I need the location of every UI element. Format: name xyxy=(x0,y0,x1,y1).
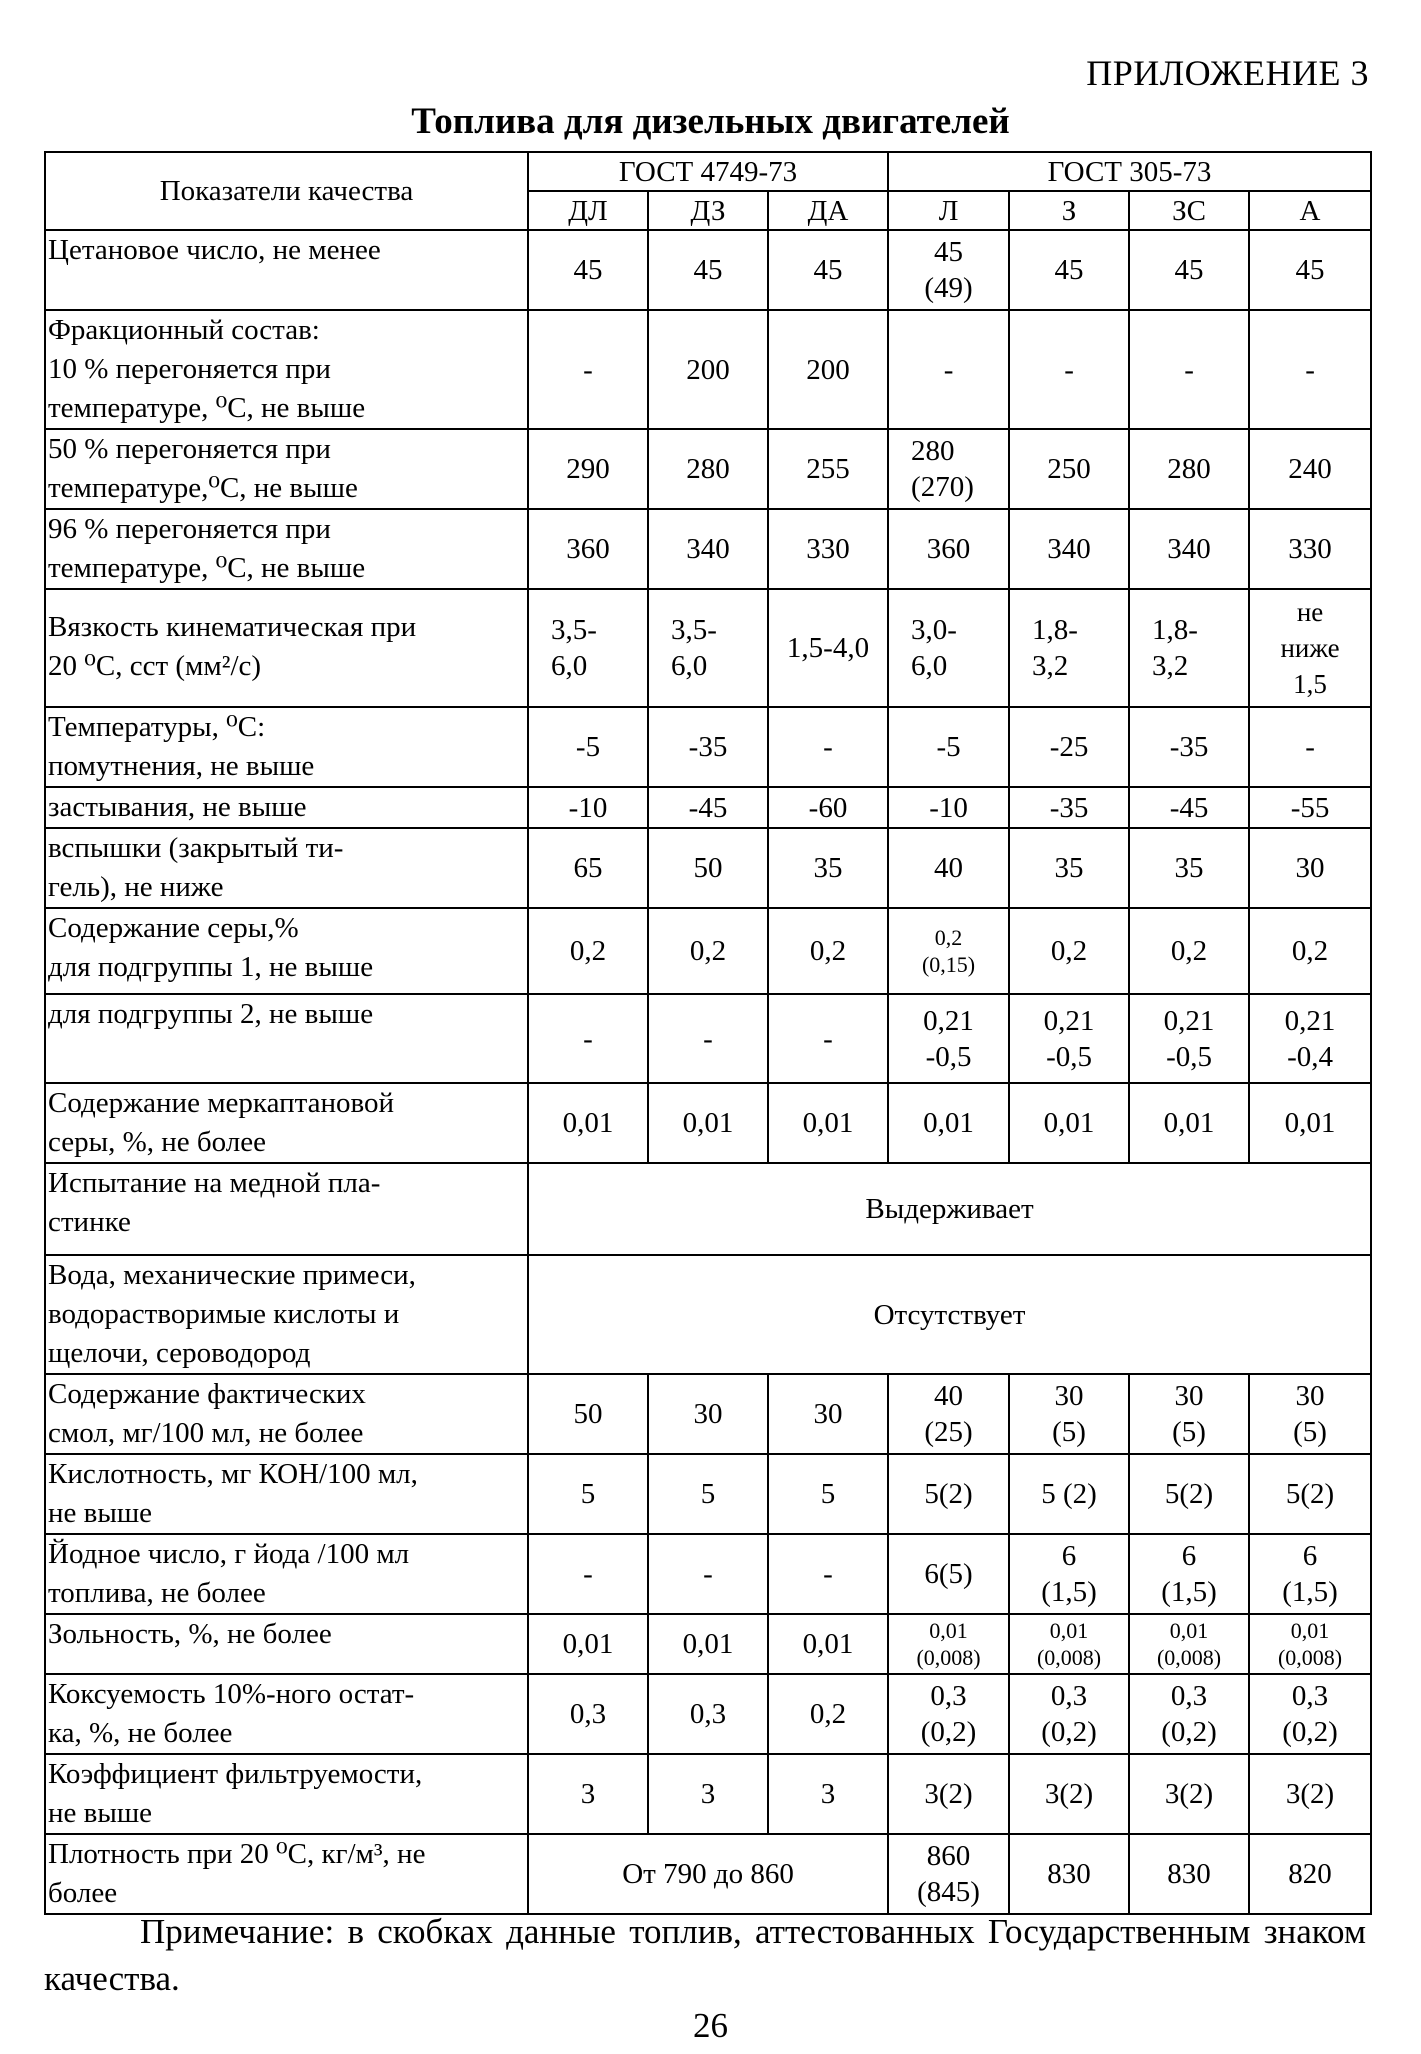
cell: 45 xyxy=(648,230,768,310)
row-label: Температуры, ⁰С: помутнения, не выше xyxy=(45,707,528,787)
row-label: Испытание на медной пла- стинке xyxy=(45,1163,528,1255)
row-cetane xyxy=(45,230,1371,310)
row-fraction-96 xyxy=(45,509,1371,589)
row-label: Вода, механические примеси, водорастворимые кислоты и щелочи, сероводород xyxy=(45,1255,528,1374)
cell: 0,2 xyxy=(648,908,768,994)
cell: не ниже 1,5 xyxy=(1249,589,1371,707)
cell: 5 xyxy=(768,1454,888,1534)
cell: 0,2 xyxy=(1129,908,1249,994)
row-label: Коксуемость 10%-ного остат- ка, %, не более xyxy=(45,1674,528,1754)
row-label: Йодное число, г йода /100 мл топлива, не более xyxy=(45,1534,528,1614)
cell: - xyxy=(888,310,1009,429)
cell: - xyxy=(1009,310,1129,429)
cell: 0,01 xyxy=(768,1083,888,1163)
row-ash-content xyxy=(45,1614,1371,1674)
cell: 3 xyxy=(648,1754,768,1834)
row-copper-test xyxy=(45,1163,1371,1255)
cell: 0,01 (0,008) xyxy=(1129,1614,1249,1674)
row-sulfur-group-2 xyxy=(45,994,1371,1083)
cell: -35 xyxy=(1129,707,1249,787)
merged-cell: Отсутствует xyxy=(528,1255,1371,1374)
cell: 30 xyxy=(768,1374,888,1454)
cell: -10 xyxy=(888,787,1009,828)
cell: 40 (25) xyxy=(888,1374,1009,1454)
row-fraction-50 xyxy=(45,429,1371,509)
cell: 6(5) xyxy=(888,1534,1009,1614)
cell: 40 xyxy=(888,828,1009,908)
cell: 65 xyxy=(528,828,648,908)
cell: 0,21 -0,4 xyxy=(1249,994,1371,1083)
cell: 0,3 (0,2) xyxy=(1129,1674,1249,1754)
cell: 1,5-4,0 xyxy=(768,589,888,707)
row-label: Фракционный состав: 10 % перегоняется при температуре, ⁰С, не выше xyxy=(45,310,528,429)
cell: 290 xyxy=(528,429,648,509)
row-label: 96 % перегоняется при температуре, ⁰С, не выше xyxy=(45,509,528,589)
cell: -35 xyxy=(1009,787,1129,828)
row-filterability xyxy=(45,1754,1371,1834)
merged-cell: От 790 до 860 xyxy=(528,1834,888,1914)
row-label: Зольность, %, не более xyxy=(45,1614,528,1674)
cell: 0,3 (0,2) xyxy=(888,1674,1009,1754)
row-label: Кислотность, мг КОН/100 мл, не выше xyxy=(45,1454,528,1534)
merged-cell: Выдерживает xyxy=(528,1163,1371,1255)
cell: 50 xyxy=(648,828,768,908)
cell: 0,2 xyxy=(768,1674,888,1754)
cell: 3(2) xyxy=(888,1754,1009,1834)
row-mercaptan-sulfur xyxy=(45,1083,1371,1163)
cell: 30 (5) xyxy=(1249,1374,1371,1454)
cell: - xyxy=(768,1534,888,1614)
row-label: Содержание серы,% для подгруппы 1, не выше xyxy=(45,908,528,994)
cell: -60 xyxy=(768,787,888,828)
cell: 820 xyxy=(1249,1834,1371,1914)
cell: 0,2 xyxy=(768,908,888,994)
cell: 35 xyxy=(768,828,888,908)
cell: 0,01 (0,008) xyxy=(1249,1614,1371,1674)
row-fraction-10 xyxy=(45,310,1371,429)
row-cloud-point xyxy=(45,707,1371,787)
cell: 0,01 xyxy=(1129,1083,1249,1163)
cell: 5 xyxy=(648,1454,768,1534)
row-pour-point xyxy=(45,787,1371,828)
cell: 3,5- 6,0 xyxy=(528,589,648,707)
cell: 3(2) xyxy=(1009,1754,1129,1834)
cell: 3(2) xyxy=(1249,1754,1371,1834)
cell: 0,21 -0,5 xyxy=(1129,994,1249,1083)
cell: 0,01 xyxy=(888,1083,1009,1163)
row-density xyxy=(45,1834,1371,1914)
cell: - xyxy=(768,994,888,1083)
cell: 3 xyxy=(528,1754,648,1834)
cell: 3,0- 6,0 xyxy=(888,589,1009,707)
row-actual-resins xyxy=(45,1374,1371,1454)
cell: 45 (49) xyxy=(888,230,1009,310)
cell: 35 xyxy=(1129,828,1249,908)
grade-l: Л xyxy=(888,191,1009,230)
cell: 330 xyxy=(1249,509,1371,589)
cell: - xyxy=(1129,310,1249,429)
cell: 30 xyxy=(648,1374,768,1454)
cell: 3,5- 6,0 xyxy=(648,589,768,707)
cell: -45 xyxy=(648,787,768,828)
cell: 240 xyxy=(1249,429,1371,509)
grade-da: ДА xyxy=(768,191,888,230)
cell: 0,01 xyxy=(528,1614,648,1674)
cell: 255 xyxy=(768,429,888,509)
cell: 5(2) xyxy=(888,1454,1009,1534)
cell: 830 xyxy=(1129,1834,1249,1914)
cell: -5 xyxy=(528,707,648,787)
row-label: Цетановое число, не менее xyxy=(45,230,528,310)
cell: -5 xyxy=(888,707,1009,787)
cell: 6 (1,5) xyxy=(1249,1534,1371,1614)
cell: 0,01 (0,008) xyxy=(1009,1614,1129,1674)
cell: -45 xyxy=(1129,787,1249,828)
cell: 50 xyxy=(528,1374,648,1454)
cell: 250 xyxy=(1009,429,1129,509)
cell: 200 xyxy=(768,310,888,429)
cell: - xyxy=(1249,310,1371,429)
cell: - xyxy=(768,707,888,787)
row-label: застывания, не выше xyxy=(45,787,528,828)
row-flash-point xyxy=(45,828,1371,908)
row-coking xyxy=(45,1674,1371,1754)
cell: 6 (1,5) xyxy=(1129,1534,1249,1614)
cell: -10 xyxy=(528,787,648,828)
cell: 0,21 -0,5 xyxy=(888,994,1009,1083)
footnote: Примечание: в скобках данные топлив, аттестованных Государственным знаком качества. xyxy=(44,1912,1366,1998)
cell: - xyxy=(648,1534,768,1614)
cell: 0,2 xyxy=(1249,908,1371,994)
cell: 0,3 (0,2) xyxy=(1249,1674,1371,1754)
row-viscosity xyxy=(45,589,1371,707)
cell: 340 xyxy=(1129,509,1249,589)
cell: 0,3 xyxy=(528,1674,648,1754)
row-iodine-number xyxy=(45,1534,1371,1614)
cell: 0,2 xyxy=(528,908,648,994)
row-label: Коэффициент фильтруемости, не выше xyxy=(45,1754,528,1834)
grade-a: А xyxy=(1249,191,1371,230)
row-sulfur-group-1 xyxy=(45,908,1371,994)
cell: 3(2) xyxy=(1129,1754,1249,1834)
cell: -35 xyxy=(648,707,768,787)
cell: 360 xyxy=(888,509,1009,589)
cell: 5(2) xyxy=(1249,1454,1371,1534)
grade-zs: ЗС xyxy=(1129,191,1249,230)
cell: 1,8- 3,2 xyxy=(1129,589,1249,707)
grade-z: З xyxy=(1009,191,1129,230)
fuel-spec-table xyxy=(44,151,1372,1915)
cell: 0,2 (0,15) xyxy=(888,908,1009,994)
appendix-label: ПРИЛОЖЕНИЕ 3 xyxy=(1086,53,1369,93)
page-title: Топлива для дизельных двигателей xyxy=(411,101,1010,142)
cell: 860 (845) xyxy=(888,1834,1009,1914)
grade-dl: ДЛ xyxy=(528,191,648,230)
row-label: Содержание меркаптановой серы, %, не более xyxy=(45,1083,528,1163)
cell: - xyxy=(648,994,768,1083)
cell: 45 xyxy=(1009,230,1129,310)
cell: 0,01 (0,008) xyxy=(888,1614,1009,1674)
cell: - xyxy=(528,310,648,429)
cell: 200 xyxy=(648,310,768,429)
cell: 0,01 xyxy=(768,1614,888,1674)
cell: 30 (5) xyxy=(1009,1374,1129,1454)
cell: 35 xyxy=(1009,828,1129,908)
header-param: Показатели качества xyxy=(45,152,528,230)
cell: 30 xyxy=(1249,828,1371,908)
header-gost-305: ГОСТ 305-73 xyxy=(888,152,1371,191)
cell: 0,2 xyxy=(1009,908,1129,994)
cell: 5 (2) xyxy=(1009,1454,1129,1534)
cell: 0,21 -0,5 xyxy=(1009,994,1129,1083)
cell: 280 xyxy=(1129,429,1249,509)
cell: 0,01 xyxy=(648,1614,768,1674)
cell: - xyxy=(1249,707,1371,787)
cell: -55 xyxy=(1249,787,1371,828)
row-label: для подгруппы 2, не выше xyxy=(45,994,528,1083)
cell: 45 xyxy=(528,230,648,310)
cell: 0,3 (0,2) xyxy=(1009,1674,1129,1754)
row-label: вспышки (закрытый ти- гель), не ниже xyxy=(45,828,528,908)
cell: 0,01 xyxy=(1009,1083,1129,1163)
cell: 0,01 xyxy=(1249,1083,1371,1163)
cell: 330 xyxy=(768,509,888,589)
cell: - xyxy=(528,1534,648,1614)
row-acidity xyxy=(45,1454,1371,1534)
header-gost-4749: ГОСТ 4749-73 xyxy=(528,152,888,191)
page-number: 26 xyxy=(693,2006,728,2045)
cell: 0,01 xyxy=(648,1083,768,1163)
cell: 0,01 xyxy=(528,1083,648,1163)
cell: 3 xyxy=(768,1754,888,1834)
row-label: 50 % перегоняется при температуре,⁰С, не выше xyxy=(45,429,528,509)
row-label: Вязкость кинематическая при 20 ⁰С, сст (мм²/с) xyxy=(45,589,528,707)
cell: 340 xyxy=(1009,509,1129,589)
cell: 280 xyxy=(648,429,768,509)
grade-dz: ДЗ xyxy=(648,191,768,230)
cell: 830 xyxy=(1009,1834,1129,1914)
cell: 45 xyxy=(1249,230,1371,310)
row-water-impurities xyxy=(45,1255,1371,1374)
cell: 45 xyxy=(768,230,888,310)
cell: 5(2) xyxy=(1129,1454,1249,1534)
cell: 1,8- 3,2 xyxy=(1009,589,1129,707)
cell: 6 (1,5) xyxy=(1009,1534,1129,1614)
cell: 45 xyxy=(1129,230,1249,310)
cell: 0,3 xyxy=(648,1674,768,1754)
header-row-gost xyxy=(45,152,1371,191)
row-label: Содержание фактических смол, мг/100 мл, не более xyxy=(45,1374,528,1454)
cell: 360 xyxy=(528,509,648,589)
cell: 5 xyxy=(528,1454,648,1534)
cell: 340 xyxy=(648,509,768,589)
cell: 280 (270) xyxy=(888,429,1009,509)
cell: - xyxy=(528,994,648,1083)
cell: 30 (5) xyxy=(1129,1374,1249,1454)
cell: -25 xyxy=(1009,707,1129,787)
row-label: Плотность при 20 ⁰С, кг/м³, не более xyxy=(45,1834,528,1914)
